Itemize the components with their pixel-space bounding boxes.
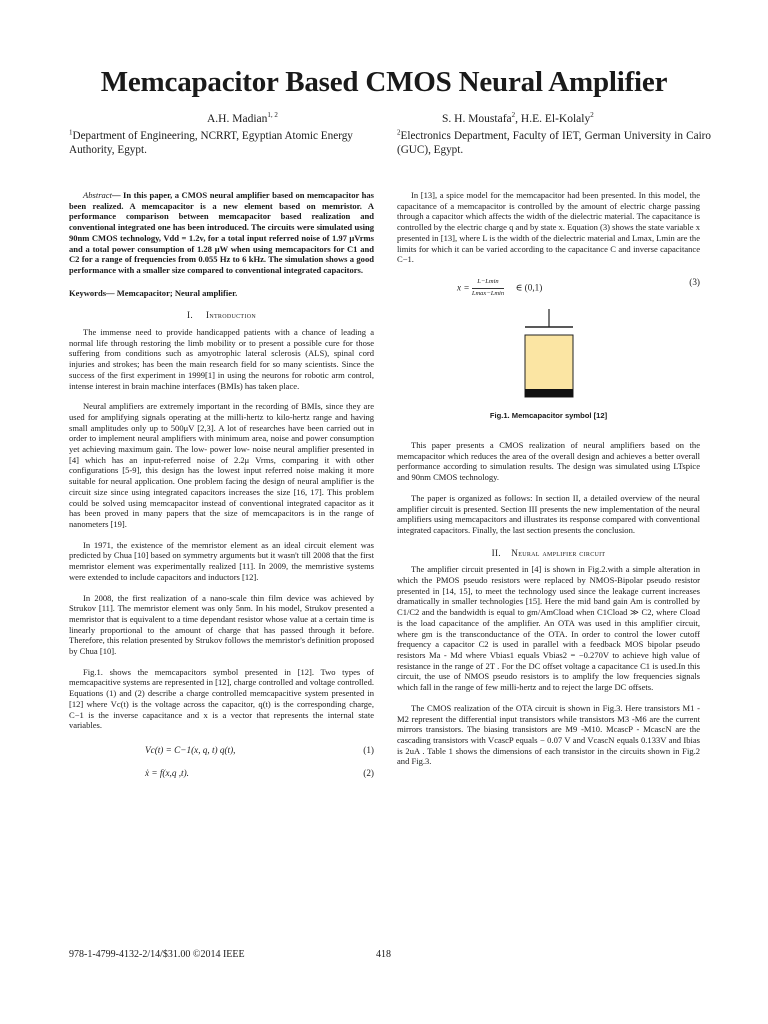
equation-1-number: (1): [363, 744, 374, 755]
paragraph: Fig.1. shows the memcapacitors symbol presented in [12]. Two types of memcapacitive systems are represented in [12], charge controlled and voltage controlled. Equations (1) and (2) describe a charge controlled memcapacitive system presented in [12] where Vc(t) is the voltage across the capacitor, q(t) is the corresponding charge, C−1 is the inverse capacitance and x is a vector that represents the internal state variables.: [69, 666, 374, 731]
paragraph: This paper presents a CMOS realization of neural amplifiers based on the memcapacitor which reduces the area of the overall design and achieves a better overall performance according to simulation results. The design was simulated using LTspice and 90nm CMOS technology.: [397, 440, 700, 483]
affiliation-right: [397, 129, 711, 157]
paragraph: The immense need to provide handicapped patients with a chance of leading a normal life through restoring the limb mobility or to present a possible cure for those suffering from conditions such as amyotrophic lateral sclerosis (ALS), spinal cord injuries and strokes; has been the main research field for so many scientists. Since the success of the first experiment in 1999[1] in using the neurons for robotic arm control, intense interest in brain machine interfaces (BMIs) has taken place.: [69, 327, 374, 391]
paper-title: Memcapacitor Based CMOS Neural Amplifier: [100, 66, 668, 98]
paragraph: In [13], a spice model for the memcapacitor had been presented. In this model, the capacitance of a memcapacitor is controlled by the amount of electric charge passing through a capacitor which affects the width of the dielectric material. The capacitance is controlled by the electric charge q and by state x. Equation (3) shows the state variable x presented in [13], where L is the width of the dielectric material and Lmax, Lmin are the limits for which it can be varied according to the capacitance C and inverse capacitance C−1.: [397, 190, 700, 265]
equation-3-rhs: ∈ (0,1): [515, 282, 543, 293]
paragraph: The paper is organized as follows: In section II, a detailed overview of the neural amplifier circuit is presented. Section III presents the new implementation of the neural amplifiers using memcapacitors and illustrates its response compared with conventional integrated capacitors. Finally, the last section presents the conclusion.: [397, 492, 700, 535]
equation-3: [397, 277, 700, 299]
section-title: Neural amplifier circuit: [511, 547, 606, 558]
section-number: I.: [187, 310, 193, 321]
memcapacitor-figure: [397, 307, 700, 399]
equation-1: [69, 745, 374, 756]
section-heading-introduction: [69, 310, 374, 321]
author-right-sup-2: 2: [590, 111, 594, 120]
figure-1-caption: Fig.1. Memcapacitor symbol [12]: [489, 411, 608, 421]
equation-2-text: ẋ = f(x,q ,t).: [145, 767, 189, 778]
author-right-name-1: S. H. Moustafa: [442, 113, 512, 125]
abstract-text: — In this paper, a CMOS neural amplifier based on memcapacitor has been realized. A memcapacitor is a new element based on memristor. A performance comparison between memcapacitor based realization and conventional integrated one has been introduced. The circuits were simulated using 90nm CMOS technology, Vdd = 1.2v, for a total input referred noise of 1.97 μVrms and a total power consumption of 1.28 μW when using memcapacitors for C1 and C2 for a range of frequencies from 0.055 Hz to 6 kHz. The simulation shows a good performance with a smaller size compared to conventional integrated capacitors.: [69, 190, 374, 275]
page-number: 418: [376, 949, 391, 960]
equation-2: [69, 768, 374, 779]
section-heading-neural-amplifier: [397, 548, 700, 559]
affiliation-left-sup: 1: [69, 128, 73, 137]
author-left-name: A.H. Madian: [207, 113, 268, 125]
abstract-label: Abstract: [83, 190, 112, 200]
section-title: Introduction: [205, 310, 256, 321]
memcapacitor-symbol: [397, 307, 700, 399]
author-right-sup-1: 2: [511, 111, 516, 120]
affiliation-right-text: Electronics Department, Faculty of IET, German University in Cairo (GUC), Egypt.: [397, 130, 711, 156]
affiliation-left: [69, 129, 379, 157]
affiliation-left-text: Department of Engineering, NCRRT, Egyptian Atomic Energy Authority, Egypt.: [69, 130, 353, 156]
equation-3-number: (3): [689, 276, 700, 287]
author-left: [207, 113, 278, 125]
equation-2-number: (2): [363, 767, 374, 778]
author-right-name-2: , H.E. El-Kolaly: [515, 113, 591, 125]
section-number: II.: [491, 547, 501, 558]
keywords: Keywords— Memcapacitor; Neural amplifier.: [69, 287, 238, 298]
paragraph: The CMOS realization of the OTA circuit is shown in Fig.3. Here transistors M1 -M2 represent the differential input transistors while transistors M3 -M6 are the current mirrors transistors. The biasing transistors are M9 -M10. McascP - McascN are the cascading transistors with VcascP equals − 0.07 V and VcascN equals 0.133V and Ibias is 2uA . Table 1 shows the dimensions of each transistor in the circuits shown in Fig.2 and Fig.3.: [397, 702, 700, 767]
author-right: [442, 113, 594, 125]
memcapacitor-body: [525, 335, 573, 397]
affiliation-right-sup: 2: [397, 128, 401, 137]
equation-1-text: Vc(t) = C−1(x, q, t) q(t),: [145, 744, 236, 755]
abstract: [69, 190, 374, 276]
paragraph: In 2008, the first realization of a nano-scale thin film device was achieved by Strukov [11]. The memristor element was only 5nm. In his model, Strukov presented a memristor that is equivalent to a time dependant resistor whose value at a certain time is linearly proportional to the amount of charge that has passed through it before. Therefore, this relation presented by Strukov follows the memristor's definition proposed by Chua [10].: [69, 592, 374, 657]
memcapacitor-bottom-bar: [525, 389, 573, 397]
author-left-sup: 1, 2: [267, 111, 278, 120]
equation-3-denominator: Lmax−Lmin: [471, 289, 505, 297]
equation-3-body: [457, 277, 542, 299]
left-column: [69, 190, 374, 778]
paragraph: The amplifier circuit presented in [4] is shown in Fig.2.with a simple alteration in which the PMOS pseudo resistors were replaced by NMOS-Bipolar pseudo resistor presented in [14, 15], to meet the technology used since the leakage current increases dramatically in smaller technologies [15]. Here the mid band gain Am is controlled by C1/C2 and the bandwidth is equal to gm/AmCload when C1Cload ≫ C2, where Cload is the load capacitance of the amplifier. An OTA was used in this amplifier circuit, where gm is the transconductance of the OTA. In order to control the lower cutoff frequency a capacitor C2 is used in parallel with a feedback MOS bipolar pseudo resistors Ma - Md where Vbias1 equals Vbias2 = −0.270V to achieve high value of resistance in the range of 2T . For the DC offset voltage a capacitance C1 is used.In this circuit, the use of NMOS pseudo resistors is to amplify the low frequencies signals which fall in the range of few milli-hertz and to reject the large DC offsets.: [397, 564, 700, 693]
equation-3-fraction: [472, 277, 504, 299]
paragraph: Neural amplifiers are extremely important in the recording of BMIs, since they are used for amplifying signals operating at the milli-hertz to kilo-hertz range and having small amplitudes only up to 500μV [2,3]. A lot of researches have been carried out in order to implement neural amplifiers with minimum area, noise and power consumption yet achieving maximum gain. The low- power low- noise neural amplifier presented in [4] which has an input-referred noise of 2.2μ Vrms, comparing it with other configurations [5-9], this design has the lowest input referred noise making it more suitable for neural application. One problem facing the design of neural amplifier is the circuit size since using integrated capacitors increases the size [16, 17]. This problem could be solved using memcapacitor instead of conventional integrated capacitor as it has been proved in many papers that the size of memcapacitors is in the range of nanometers [19].: [69, 401, 374, 529]
paragraph: In 1971, the existence of the memristor element as an ideal circuit element was predicted by Chua [10] based on symmetry arguments but it wasn't till 2008 that the first memristor element was experimentally realized [11]. In 2009, the memristive systems were extended to include capacitors and inductors [12].: [69, 539, 374, 582]
right-column: [397, 190, 700, 767]
equation-3-lhs: x =: [457, 282, 470, 293]
footer-copyright: 978-1-4799-4132-2/14/$31.00 ©2014 IEEE: [69, 949, 245, 960]
equation-3-numerator: L−Lmin: [472, 277, 504, 289]
